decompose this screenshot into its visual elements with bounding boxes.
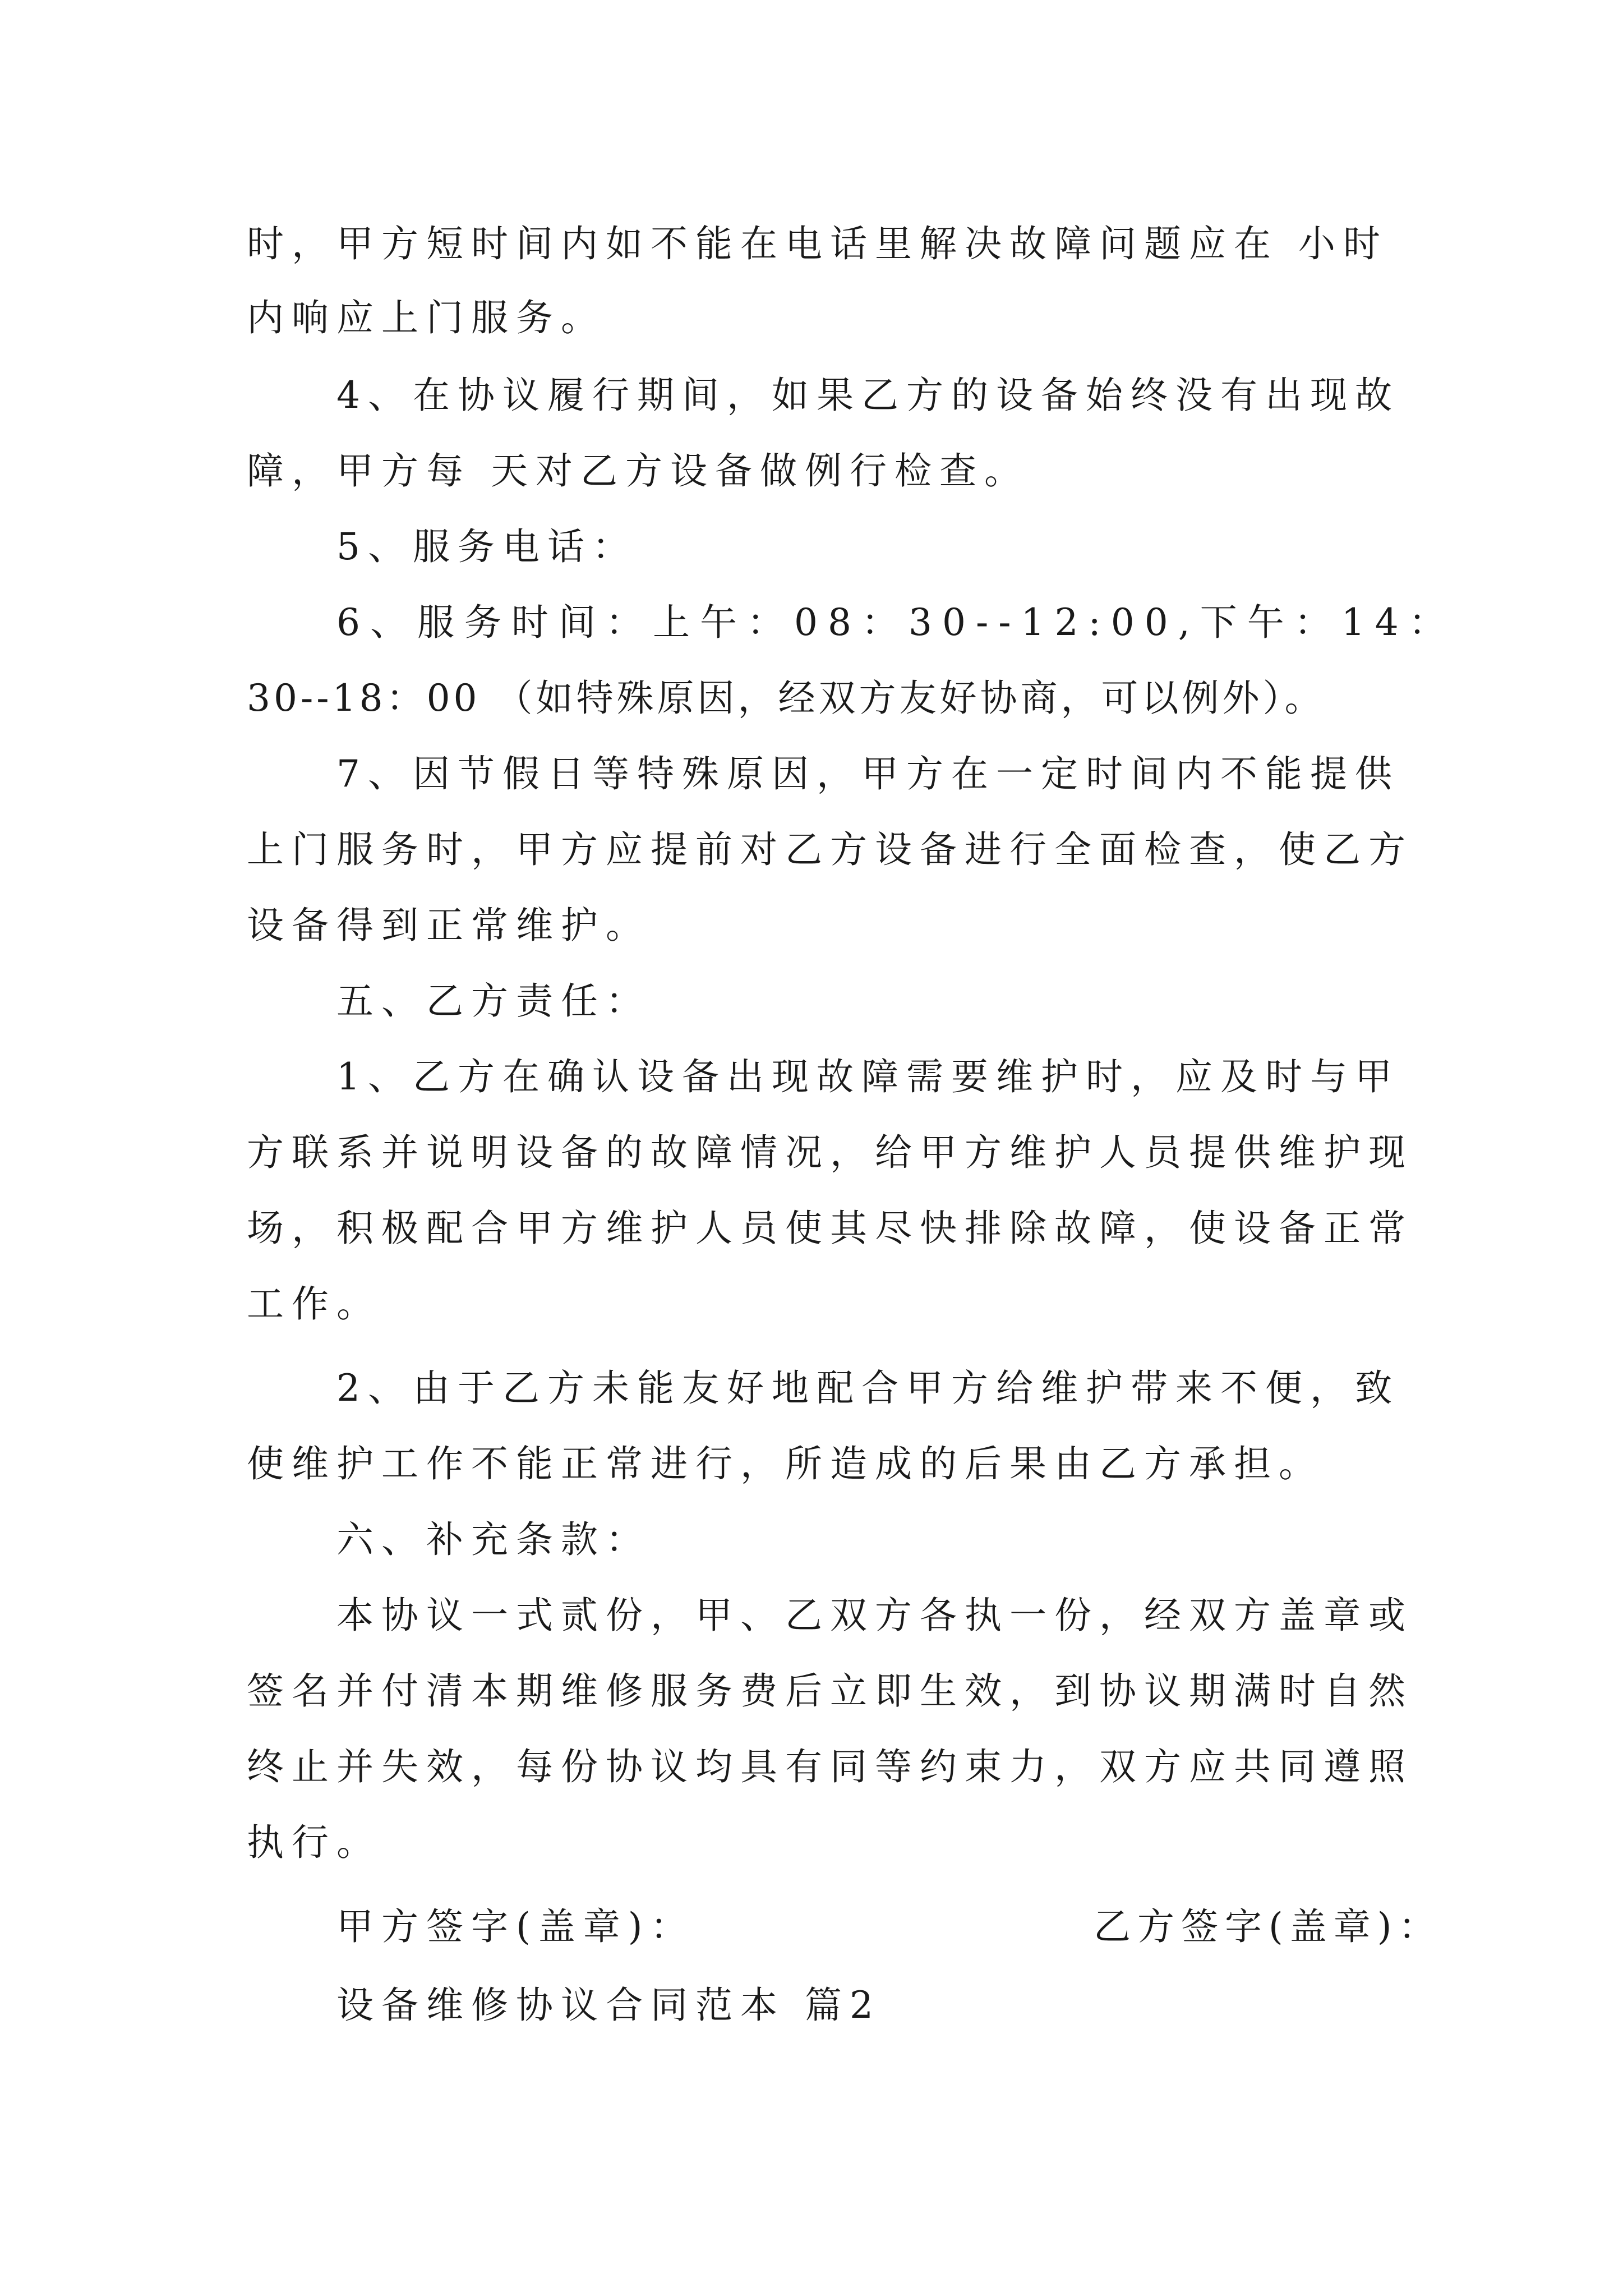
text-line-21: 终止并失效，每份协议均具有同等约束力，双方应共同遵照 [247,1745,1413,1788]
text-line-20: 签名并付清本期维修服务费后立即生效，到协议期满时自然 [247,1669,1413,1713]
text-line-10: 设备得到正常维护。 [247,904,651,947]
section-heading-five: 五、乙方责任： [336,979,651,1023]
text-line-15: 工作。 [247,1282,381,1326]
text-line-4: 障，甲方每 天对乙方设备做例行检查。 [247,449,1029,493]
text-line-17: 使维护工作不能正常进行，所造成的后果由乙方承担。 [247,1442,1324,1485]
text-line-6: 6、服务时间：上午：08：30--12:00,下午：14： [336,601,1456,644]
text-line-2: 内响应上门服务。 [247,296,606,339]
signature-party-a: 甲方签字(盖章)： [336,1905,695,1948]
text-line-5: 5、服务电话： [336,525,637,568]
text-line-3: 4、在协议履行期间，如果乙方的设备始终没有出现故 [336,374,1400,417]
text-line-8: 7、因节假日等特殊原因，甲方在一定时间内不能提供 [336,752,1400,795]
text-line-9: 上门服务时，甲方应提前对乙方设备进行全面检查，使乙方 [247,828,1413,871]
text-line-13: 方联系并说明设备的故障情况，给甲方维护人员提供维护现 [247,1131,1413,1174]
text-line-1: 时，甲方短时间内如不能在电话里解决故障问题应在 小时 [247,222,1388,265]
next-section-title: 设备维修协议合同范本 篇2 [336,1984,881,2027]
text-line-22: 执行。 [247,1821,381,1864]
text-line-12: 1、乙方在确认设备出现故障需要维护时，应及时与甲 [336,1055,1400,1098]
text-line-16: 2、由于乙方未能友好地配合甲方给维护带来不便，致 [336,1366,1400,1410]
text-line-14: 场，积极配合甲方维护人员使其尽快排除故障，使设备正常 [247,1207,1413,1250]
text-line-7: 30--18：00 （如特殊原因，经双方友好协商，可以例外）。 [247,677,1325,720]
signature-party-b: 乙方签字(盖章)： [1094,1905,1442,1948]
section-heading-six: 六、补充条款： [336,1518,651,1561]
text-line-19: 本协议一式贰份，甲、乙双方各执一份，经双方盖章或 [336,1594,1413,1637]
